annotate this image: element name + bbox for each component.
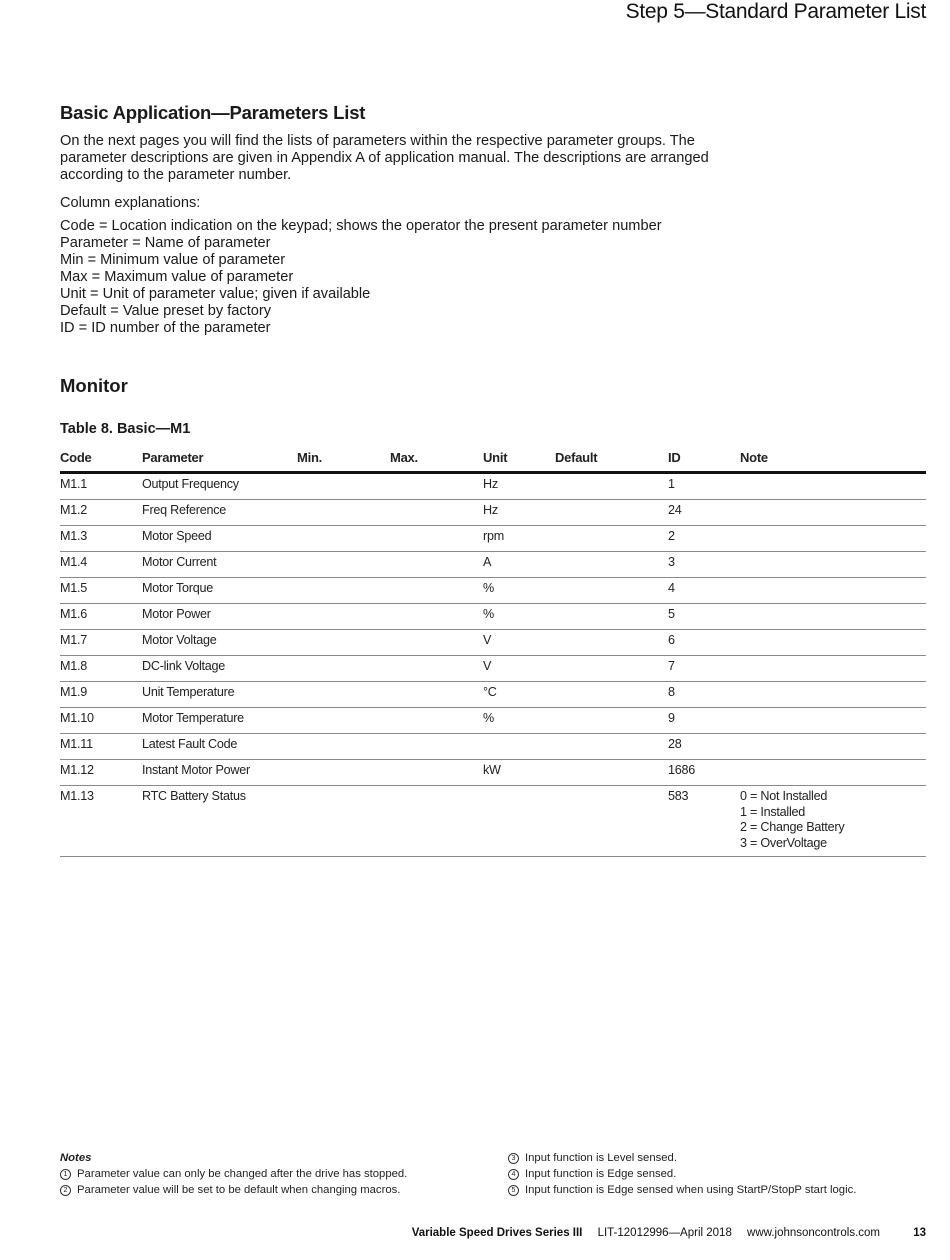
- parameter-table: [60, 446, 926, 857]
- cell-max: [390, 500, 483, 526]
- cell-default: [555, 500, 668, 526]
- column-header-default: Default: [555, 446, 668, 473]
- cell-min: [297, 630, 390, 656]
- cell-id: 28: [668, 734, 740, 760]
- cell-min: [297, 552, 390, 578]
- cell-max: [390, 734, 483, 760]
- monitor-title: Monitor: [60, 375, 128, 396]
- cell-note: [740, 604, 926, 630]
- cell-default: [555, 760, 668, 786]
- cell-min: [297, 526, 390, 552]
- cell-min: [297, 656, 390, 682]
- column-header-min: Min.: [297, 446, 390, 473]
- cell-parameter: Motor Temperature: [142, 708, 297, 734]
- table-row: [60, 682, 926, 708]
- note-text: Input function is Level sensed.: [525, 1152, 677, 1164]
- cell-code: M1.5: [60, 578, 142, 604]
- table-row: [60, 734, 926, 760]
- table-row: [60, 786, 926, 857]
- cell-default: [555, 526, 668, 552]
- cell-parameter: Unit Temperature: [142, 682, 297, 708]
- cell-note: [740, 578, 926, 604]
- cell-code: M1.13: [60, 786, 142, 857]
- cell-min: [297, 682, 390, 708]
- note-line: 0 = Not Installed: [740, 789, 828, 803]
- column-header-max: Max.: [390, 446, 483, 473]
- cell-code: M1.9: [60, 682, 142, 708]
- note-line: 3 = OverVoltage: [740, 835, 827, 850]
- cell-id: 5: [668, 604, 740, 630]
- cell-unit: %: [483, 604, 555, 630]
- cell-max: [390, 786, 483, 857]
- cell-max: [390, 473, 483, 500]
- table-row: [60, 760, 926, 786]
- definition-item: Parameter = Name of parameter: [60, 235, 271, 251]
- table-row: [60, 708, 926, 734]
- cell-parameter: Latest Fault Code: [142, 734, 297, 760]
- table-caption: Table 8. Basic—M1: [60, 421, 191, 437]
- cell-max: [390, 552, 483, 578]
- cell-max: [390, 630, 483, 656]
- cell-note: [740, 708, 926, 734]
- cell-code: M1.7: [60, 630, 142, 656]
- cell-default: [555, 604, 668, 630]
- cell-max: [390, 578, 483, 604]
- cell-unit: [483, 734, 555, 760]
- cell-unit: V: [483, 656, 555, 682]
- table-row: [60, 604, 926, 630]
- definition-item: Max = Maximum value of parameter: [60, 269, 294, 285]
- footer-url[interactable]: www.johnsoncontrols.com: [747, 1227, 880, 1239]
- cell-note: [740, 552, 926, 578]
- cell-id: 4: [668, 578, 740, 604]
- intro-section: [60, 102, 760, 337]
- cell-code: M1.8: [60, 656, 142, 682]
- cell-parameter: DC-link Voltage: [142, 656, 297, 682]
- cell-min: [297, 473, 390, 500]
- definition-item: Unit = Unit of parameter value; given if available: [60, 286, 371, 302]
- note-number-icon: 4: [508, 1169, 519, 1180]
- cell-code: M1.4: [60, 552, 142, 578]
- cell-parameter: Motor Current: [142, 552, 297, 578]
- page-footer: [412, 1227, 926, 1239]
- table-row: [60, 552, 926, 578]
- cell-parameter: Output Frequency: [142, 473, 297, 500]
- column-header-parameter: Parameter: [142, 446, 297, 473]
- cell-note: [740, 786, 926, 857]
- cell-unit: [483, 786, 555, 857]
- note-item: [508, 1150, 928, 1166]
- table-row: [60, 656, 926, 682]
- cell-default: [555, 708, 668, 734]
- intro-paragraph: On the next pages you will find the lists of parameters within the respective parameter groups. The parameter descriptions are given in Appendix A of application manual. The descriptions are arranged according to the parameter number.: [60, 133, 709, 183]
- cell-note: [740, 734, 926, 760]
- cell-default: [555, 473, 668, 500]
- cell-code: M1.6: [60, 604, 142, 630]
- cell-parameter: Motor Torque: [142, 578, 297, 604]
- cell-min: [297, 734, 390, 760]
- cell-min: [297, 708, 390, 734]
- definition-item: Code = Location indication on the keypad; shows the operator the present parameter number: [60, 218, 662, 234]
- cell-max: [390, 656, 483, 682]
- cell-default: [555, 578, 668, 604]
- cell-unit: %: [483, 708, 555, 734]
- cell-id: 3: [668, 552, 740, 578]
- cell-default: [555, 682, 668, 708]
- note-item: [508, 1166, 928, 1182]
- cell-id: 9: [668, 708, 740, 734]
- note-line: 1 = Installed: [740, 804, 806, 819]
- cell-parameter: Motor Voltage: [142, 630, 297, 656]
- note-number-icon: 1: [60, 1169, 71, 1180]
- cell-unit: °C: [483, 682, 555, 708]
- column-header-note: Note: [740, 446, 926, 473]
- note-number-icon: 2: [60, 1185, 71, 1196]
- cell-min: [297, 604, 390, 630]
- note-text: Input function is Edge sensed when using StartP/StopP start logic.: [525, 1184, 857, 1196]
- cell-min: [297, 760, 390, 786]
- note-line: 2 = Change Battery: [740, 820, 845, 835]
- footer-series: Variable Speed Drives Series III: [411, 1227, 583, 1239]
- cell-code: M1.1: [60, 473, 142, 500]
- cell-parameter: Motor Speed: [142, 526, 297, 552]
- cell-id: 6: [668, 630, 740, 656]
- table-body: [60, 473, 926, 857]
- footer-doc-number: LIT-12012996—April 2018: [597, 1227, 732, 1239]
- note-text: Input function is Edge sensed.: [525, 1168, 677, 1180]
- cell-max: [390, 604, 483, 630]
- table-header-row: [60, 446, 926, 473]
- cell-unit: rpm: [483, 526, 555, 552]
- cell-min: [297, 786, 390, 857]
- cell-min: [297, 578, 390, 604]
- note-text: Parameter value can only be changed after the drive has stopped.: [77, 1168, 408, 1180]
- cell-code: M1.2: [60, 500, 142, 526]
- column-header-id: ID: [668, 446, 740, 473]
- cell-unit: kW: [483, 760, 555, 786]
- table-row: [60, 630, 926, 656]
- cell-default: [555, 656, 668, 682]
- cell-parameter: Freq Reference: [142, 500, 297, 526]
- cell-id: 2: [668, 526, 740, 552]
- note-number-icon: 3: [508, 1153, 519, 1164]
- table-row: [60, 578, 926, 604]
- notes-left: [60, 1150, 490, 1198]
- section-title: Basic Application—Parameters List: [60, 102, 366, 123]
- cell-max: [390, 526, 483, 552]
- cell-min: [297, 500, 390, 526]
- table-row: [60, 473, 926, 500]
- notes-title: Notes: [60, 1152, 92, 1164]
- notes-right: [508, 1150, 928, 1198]
- cell-max: [390, 708, 483, 734]
- note-item: [60, 1166, 490, 1182]
- cell-note: [740, 500, 926, 526]
- cell-default: [555, 630, 668, 656]
- definition-item: ID = ID number of the parameter: [60, 320, 271, 336]
- cell-note: [740, 682, 926, 708]
- table-row: [60, 526, 926, 552]
- cell-parameter: RTC Battery Status: [142, 786, 297, 857]
- cell-default: [555, 552, 668, 578]
- definition-item: Default = Value preset by factory: [60, 303, 272, 319]
- page-header-title: Step 5—Standard Parameter List: [625, 0, 926, 23]
- cell-id: 583: [668, 786, 740, 857]
- cell-note: [740, 656, 926, 682]
- cell-code: M1.12: [60, 760, 142, 786]
- column-definitions: [60, 218, 760, 337]
- column-explanations-title: Column explanations:: [60, 195, 201, 211]
- cell-id: 8: [668, 682, 740, 708]
- cell-code: M1.3: [60, 526, 142, 552]
- note-number-icon: 5: [508, 1185, 519, 1196]
- cell-note: [740, 526, 926, 552]
- cell-id: 1686: [668, 760, 740, 786]
- column-header-code: Code: [60, 446, 142, 473]
- cell-parameter: Motor Power: [142, 604, 297, 630]
- cell-unit: %: [483, 578, 555, 604]
- cell-max: [390, 682, 483, 708]
- cell-note: [740, 630, 926, 656]
- cell-code: M1.10: [60, 708, 142, 734]
- cell-code: M1.11: [60, 734, 142, 760]
- cell-unit: V: [483, 630, 555, 656]
- note-text: Parameter value will be set to be default when changing macros.: [77, 1184, 401, 1196]
- cell-max: [390, 760, 483, 786]
- cell-note: [740, 473, 926, 500]
- note-item: [60, 1182, 490, 1198]
- cell-default: [555, 734, 668, 760]
- cell-unit: A: [483, 552, 555, 578]
- cell-id: 7: [668, 656, 740, 682]
- page-number: 13: [913, 1227, 926, 1239]
- cell-unit: Hz: [483, 473, 555, 500]
- column-header-unit: Unit: [483, 446, 555, 473]
- note-item: [508, 1182, 928, 1198]
- cell-unit: Hz: [483, 500, 555, 526]
- cell-parameter: Instant Motor Power: [142, 760, 297, 786]
- cell-id: 1: [668, 473, 740, 500]
- table-row: [60, 500, 926, 526]
- cell-note: [740, 760, 926, 786]
- cell-id: 24: [668, 500, 740, 526]
- definition-item: Min = Minimum value of parameter: [60, 252, 286, 268]
- cell-default: [555, 786, 668, 857]
